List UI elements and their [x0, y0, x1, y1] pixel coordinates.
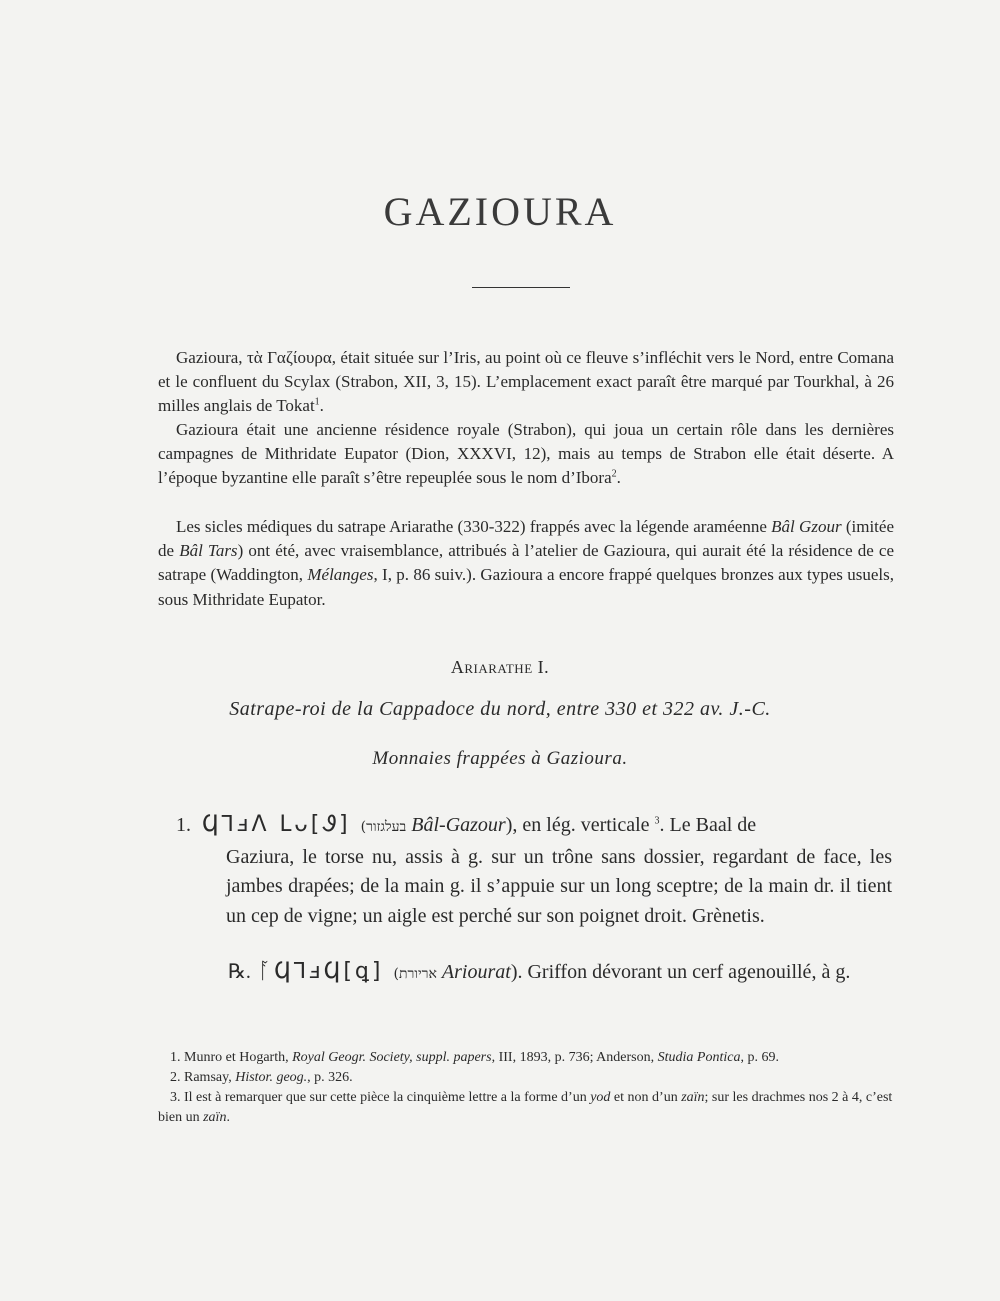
intro-paragraph-3: [158, 515, 894, 612]
paragraph-text: , I, p. 86 suiv.). Gazioura a encore frappé quelques bronzes aux types usuels, sous Mithridate Eupator.: [158, 565, 894, 609]
footnote-ref-1[interactable]: 1: [314, 396, 320, 408]
paragraph-end: .: [616, 468, 621, 488]
paragraph-text: (imitée de: [158, 517, 894, 561]
title-rule: [472, 287, 570, 288]
coin-description: . Le Baal de: [659, 814, 757, 836]
footnote-term: yod: [590, 1090, 611, 1105]
intro-paragraph-1: [158, 346, 894, 419]
paragraph-text: ) ont été, avec vraisemblance, attribués à l’atelier de Gazioura, qui aurait été la résidence de ce satrape (Waddington,: [158, 541, 895, 585]
coin-description: ), en lég. verticale: [505, 814, 650, 836]
reverse-description: ). Griffon dévorant un cerf agenouillé, à g.: [510, 961, 851, 983]
paragraph-text: Les sicles médiques du satrape Ariarathe (330-322) frappés avec la légende araméenne: [176, 517, 772, 536]
aramaic-legend: ϤꓶⅎɅ Լᴗ[Ꮽ]: [202, 812, 351, 837]
footnotes: [158, 1048, 894, 1128]
footnote-text: , III, 1893, p. 736; Anderson,: [491, 1050, 658, 1065]
legend-transliteration: Bâl-Gazour: [411, 814, 506, 836]
legend-transliteration-reverse: Ariourat: [441, 961, 511, 983]
legend-reference: Bâl Tars: [179, 541, 238, 561]
coin-number: 1.: [176, 814, 191, 836]
legend-transliteration: Bâl Gzour: [771, 517, 842, 536]
footnote-text: ; sur les drachmes nos 2 à 4, c’est bien un: [158, 1090, 893, 1125]
section-ruler-heading: Ariarathe I.: [450, 657, 550, 677]
footnote-3: [158, 1088, 894, 1128]
footnote-text: , p. 326.: [307, 1070, 353, 1085]
footnote-text: .: [226, 1110, 230, 1125]
page-title: GAZIOURA: [383, 189, 617, 234]
footnote-citation: Studia Pontica: [657, 1050, 741, 1065]
reverse-mark: ℞.: [228, 961, 251, 983]
book-title: Mélanges: [307, 565, 374, 585]
aramaic-legend-reverse: ᚪϤꓶⅎϤ[ꝗ]: [257, 959, 384, 984]
footnote-text: 3. Il est à remarquer que sur cette pièce la cinquième lettre a la forme d’un: [170, 1090, 591, 1105]
footnote-text: , p. 69.: [740, 1050, 779, 1065]
footnote-text: 2. Ramsay,: [170, 1070, 236, 1085]
footnote-term: zaïn: [203, 1110, 227, 1125]
footnote-ref-3[interactable]: 3: [654, 815, 660, 827]
footnote-2: [158, 1068, 894, 1088]
hebrew-legend: (בעלגזור: [360, 819, 407, 835]
section-subtitle: Satrape-roi de la Cappadoce du nord, entre 330 et 322 av. J.-C.: [229, 698, 771, 720]
paragraph-end: .: [319, 396, 324, 416]
intro-paragraph-2: [158, 418, 894, 491]
footnote-text: et non d’un: [610, 1090, 682, 1105]
footnote-text: 1. Munro et Hogarth,: [170, 1050, 293, 1065]
coin-reverse: [228, 957, 892, 990]
coin-entry-1: [176, 810, 892, 931]
paragraph-text: Gazioura, τὰ Γαζίουρα, était située sur l’Iris, au point où ce fleuve s’infléchit vers le Nord, entre Comana et le confluent du Scylax (Strabon, XII, 3, 15). L’emplacement exact paraît être marqué par Tourkhal, à 26 milles anglais de Tokat: [158, 348, 894, 416]
footnote-term: zaïn: [681, 1090, 705, 1105]
paragraph-text: Gazioura était une ancienne résidence royale (Strabon), qui joua un certain rôle dans les dernières campagnes de Mithridate Eupator (Dion, XXXVI, 12), mais au temps de Strabon elle était déserte. A l’époque byzantine elle paraît s’être repeuplée sous le nom d’Ibora: [158, 420, 894, 488]
section-mint-heading: Monnaies frappées à Gazioura.: [372, 748, 628, 769]
coin-description-continued: Gaziura, le torse nu, assis à g. sur un trône sans dossier, regardant de face, les jambes drapées; de la main g. il s’appuie sur un long sceptre; de la main dr. il tient un cep de vigne; un aigle est perché sur son poignet droit. Grènetis.: [226, 845, 892, 927]
footnote-1: [158, 1048, 894, 1068]
hebrew-legend-reverse: (אריורת: [393, 966, 437, 982]
footnote-citation: Histor. geog.: [235, 1070, 308, 1085]
footnote-citation: Royal Geogr. Society, suppl. papers: [292, 1050, 492, 1065]
footnote-ref-2[interactable]: 2: [611, 468, 617, 480]
